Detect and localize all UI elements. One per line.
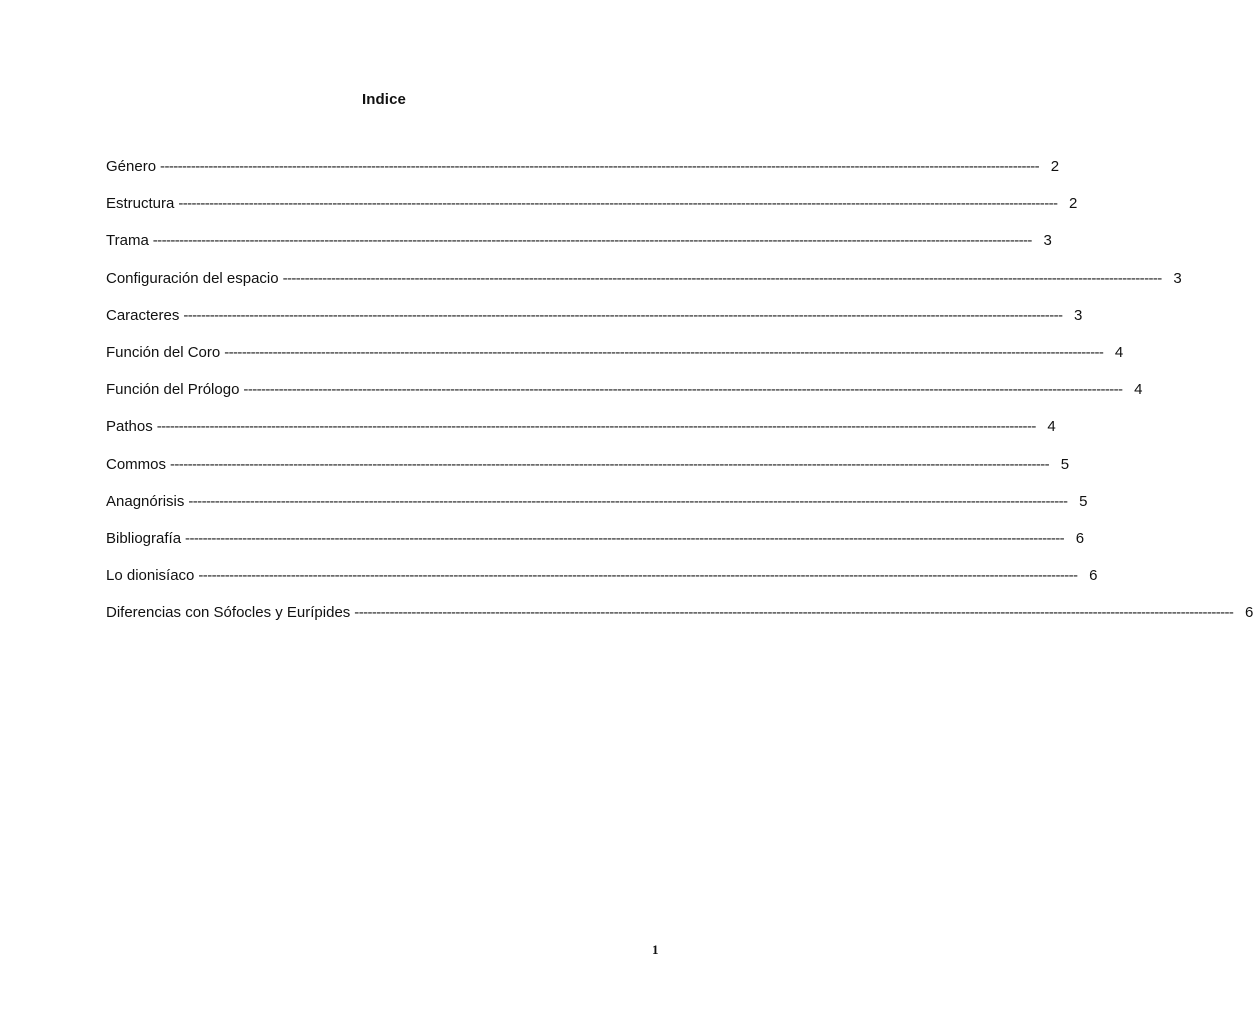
toc-entry-label: Commos [106,455,167,473]
toc-entry-label: Estructura [106,195,175,213]
toc-entry-label: Lo dionisíaco [106,567,195,585]
toc-entry-label: Pathos [106,418,153,436]
toc-entry [106,304,1083,341]
toc-leader: -------------------------------------------------------------------------------------------------------------------------------------------------------------------------------------------------------- [198,567,1078,585]
toc-entry-label: Diferencias con Sófocles y Eurípides [106,604,351,622]
toc-entry [106,453,1070,490]
toc-entry-label: Función del Coro [106,343,221,361]
toc-entry-page: 6 [1075,529,1085,547]
toc-entry-label: Configuración del espacio [106,269,279,287]
toc-entry-label: Género [106,158,157,175]
toc-title: Indice [362,91,406,108]
toc-leader: -------------------------------------------------------------------------------------------------------------------------------------------------------------------------------------------------------- [183,306,1063,324]
toc-leader: -------------------------------------------------------------------------------------------------------------------------------------------------------------------------------------------------------- [178,195,1058,213]
toc-leader: -------------------------------------------------------------------------------------------------------------------------------------------------------------------------------------------------------- [224,343,1104,361]
toc-entry-page: 2 [1050,158,1060,175]
toc-leader: -------------------------------------------------------------------------------------------------------------------------------------------------------------------------------------------------------- [282,269,1162,287]
toc-entry-page: 3 [1074,306,1083,324]
page-number: 1 [652,942,659,957]
toc-entry [106,490,1088,527]
toc-entry-label: Anagnórisis [106,492,185,510]
toc-leader: -------------------------------------------------------------------------------------------------------------------------------------------------------------------------------------------------------- [160,158,1040,175]
toc-leader: -------------------------------------------------------------------------------------------------------------------------------------------------------------------------------------------------------- [185,529,1065,547]
toc-entry [106,192,1078,229]
toc-leader: -------------------------------------------------------------------------------------------------------------------------------------------------------------------------------------------------------- [152,232,1032,250]
toc-entry-page: 3 [1043,232,1052,250]
toc-entry-label: Caracteres [106,306,180,324]
toc-entry [106,564,1098,601]
toc-leader: -------------------------------------------------------------------------------------------------------------------------------------------------------------------------------------------------------- [354,604,1234,622]
toc-entry [106,341,1124,378]
toc-entry-label: Trama [106,232,149,250]
toc-entry-page: 2 [1069,195,1078,213]
toc-leader: -------------------------------------------------------------------------------------------------------------------------------------------------------------------------------------------------------- [188,492,1068,510]
toc-list [106,155,1253,638]
toc-entry [106,229,1052,266]
toc-entry-page: 5 [1060,455,1070,473]
toc-leader: -------------------------------------------------------------------------------------------------------------------------------------------------------------------------------------------------------- [243,381,1123,399]
toc-entry-page: 6 [1244,604,1253,622]
toc-entry [106,155,1060,192]
toc-entry [106,267,1182,304]
toc-leader: -------------------------------------------------------------------------------------------------------------------------------------------------------------------------------------------------------- [170,455,1050,473]
toc-entry-page: 4 [1047,418,1056,436]
toc-entry-page: 3 [1173,269,1182,287]
toc-entry [106,601,1253,638]
toc-entry-page: 4 [1134,381,1143,399]
toc-entry-page: 6 [1089,567,1098,585]
toc-entry-page: 4 [1114,343,1124,361]
toc-entry-label: Bibliografía [106,529,182,547]
toc-entry-label: Función del Prólogo [106,381,240,399]
toc-entry-page: 5 [1079,492,1088,510]
toc-entry [106,527,1085,564]
toc-leader: -------------------------------------------------------------------------------------------------------------------------------------------------------------------------------------------------------- [156,418,1036,436]
toc-entry [106,378,1143,415]
toc-entry [106,415,1056,452]
